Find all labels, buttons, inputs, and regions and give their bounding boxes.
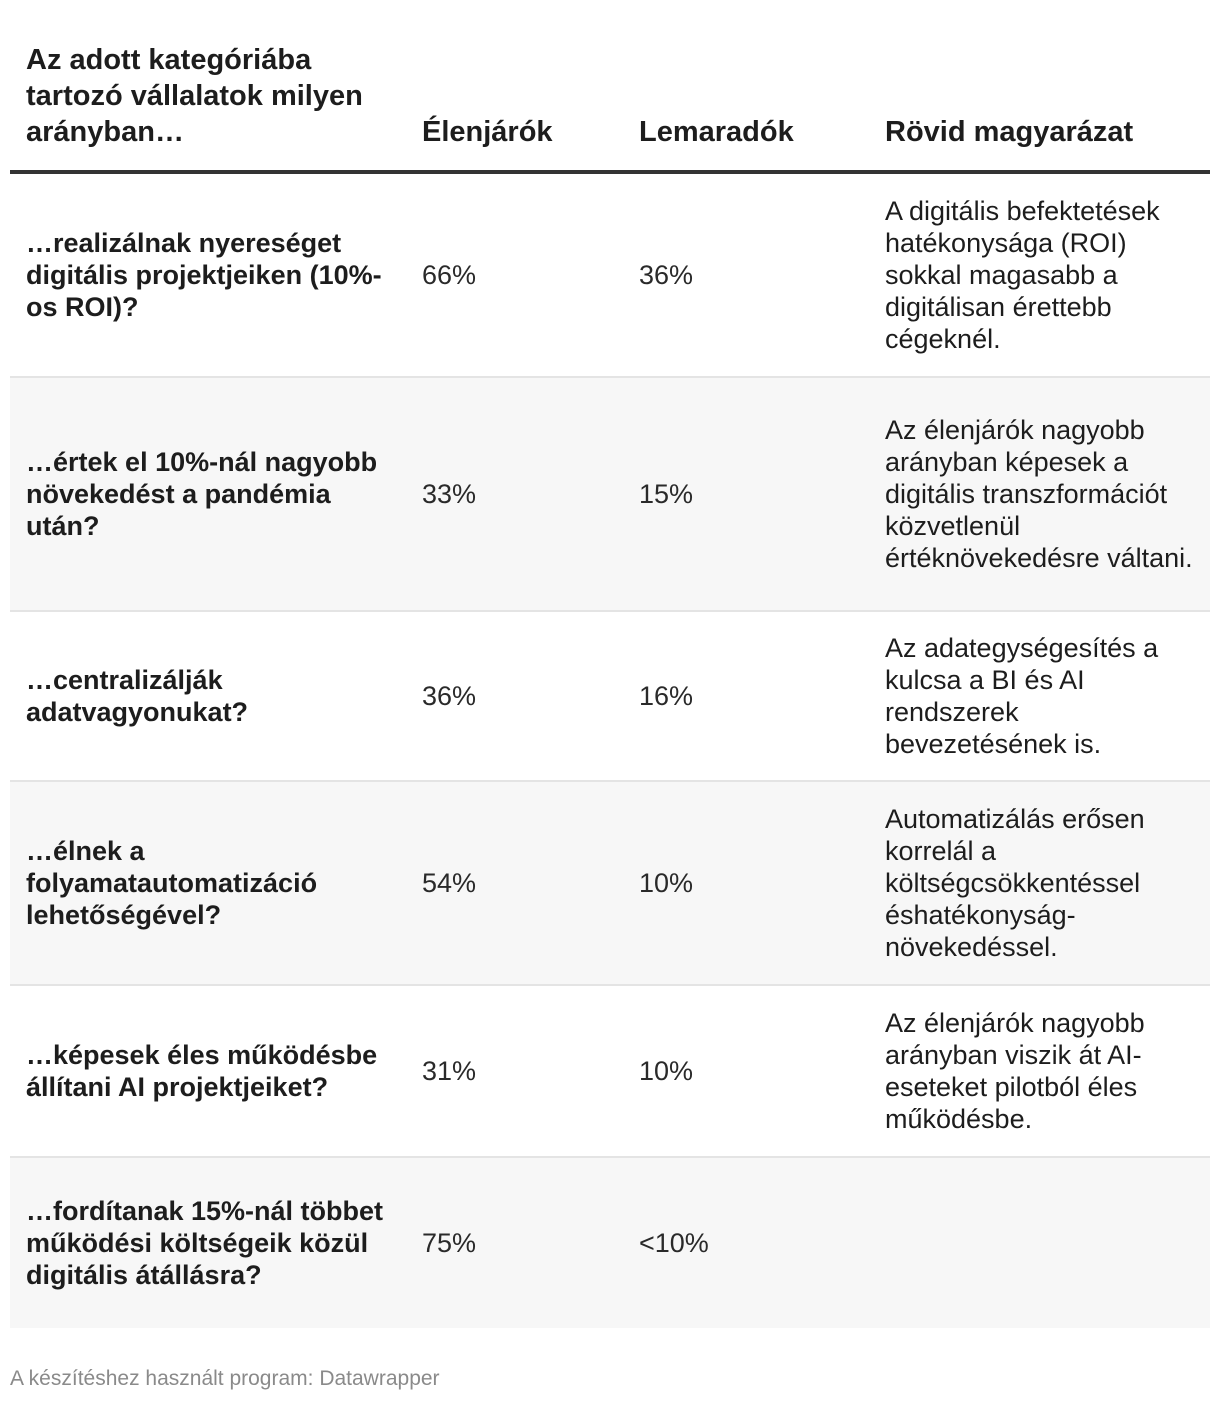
table-row xyxy=(10,782,1210,986)
row-leaders-value: 66% xyxy=(422,260,477,290)
table-row xyxy=(10,1158,1210,1328)
row-explanation: Az adategységesítés a kulcsa a BI és AI rendszerek bevezetésének is. xyxy=(885,633,1159,759)
row-explanation: Az élenjárók nagyobb arányban viszik át AI-eseteket pilotból éles működésbe. xyxy=(885,1008,1145,1134)
header-leaders: Élenjárók xyxy=(422,116,553,148)
table-row xyxy=(10,378,1210,612)
row-leaders-value: 33% xyxy=(422,479,477,509)
row-laggards-value: 36% xyxy=(639,260,694,290)
comparison-table xyxy=(10,40,1210,1328)
row-laggards-value: 16% xyxy=(639,681,694,711)
row-laggards-value: 10% xyxy=(639,1056,694,1086)
row-leaders-value: 54% xyxy=(422,868,477,898)
row-question: …élnek a folyamatautomatizáció lehetőségével? xyxy=(26,836,318,930)
table-row xyxy=(10,612,1210,782)
row-question: …centralizálják adatvagyonukat? xyxy=(26,665,249,727)
row-leaders-value: 36% xyxy=(422,681,477,711)
row-explanation: Az élenjárók nagyobb arányban képesek a digitális transzformációt közvetlenül értéknövekedésre váltani. xyxy=(885,415,1193,573)
row-question: …értek el 10%-nál nagyobb növekedést a pandémia után? xyxy=(26,447,378,541)
row-laggards-value: <10% xyxy=(639,1228,709,1258)
row-leaders-value: 75% xyxy=(422,1228,477,1258)
row-question: …realizálnak nyereséget digitális projektjeiken (10%-os ROI)? xyxy=(26,228,382,322)
row-leaders-value: 31% xyxy=(422,1056,477,1086)
table-row xyxy=(10,174,1210,378)
table-header xyxy=(10,40,1210,174)
row-question: …fordítanak 15%-nál többet működési költségeik közül digitális átállásra? xyxy=(26,1196,384,1290)
row-explanation: Automatizálás erősen korrelál a költségcsökkentéssel éshatékonyság-növekedéssel. xyxy=(885,804,1145,962)
row-laggards-value: 10% xyxy=(639,868,694,898)
row-laggards-value: 15% xyxy=(639,479,694,509)
header-explanation: Rövid magyarázat xyxy=(885,116,1134,148)
row-explanation: A digitális befektetések hatékonysága (ROI) sokkal magasabb a digitálisan érettebb cégeknél. xyxy=(885,196,1160,354)
source-credit: A készítéshez használt program: Datawrapper xyxy=(10,1367,440,1390)
header-laggards: Lemaradók xyxy=(639,116,794,148)
header-question: Az adott kategóriába tartozó vállalatok milyen arányban… xyxy=(26,44,363,148)
row-question: …képesek éles működésbe állítani AI projektjeiket? xyxy=(26,1040,378,1102)
table-row xyxy=(10,986,1210,1158)
